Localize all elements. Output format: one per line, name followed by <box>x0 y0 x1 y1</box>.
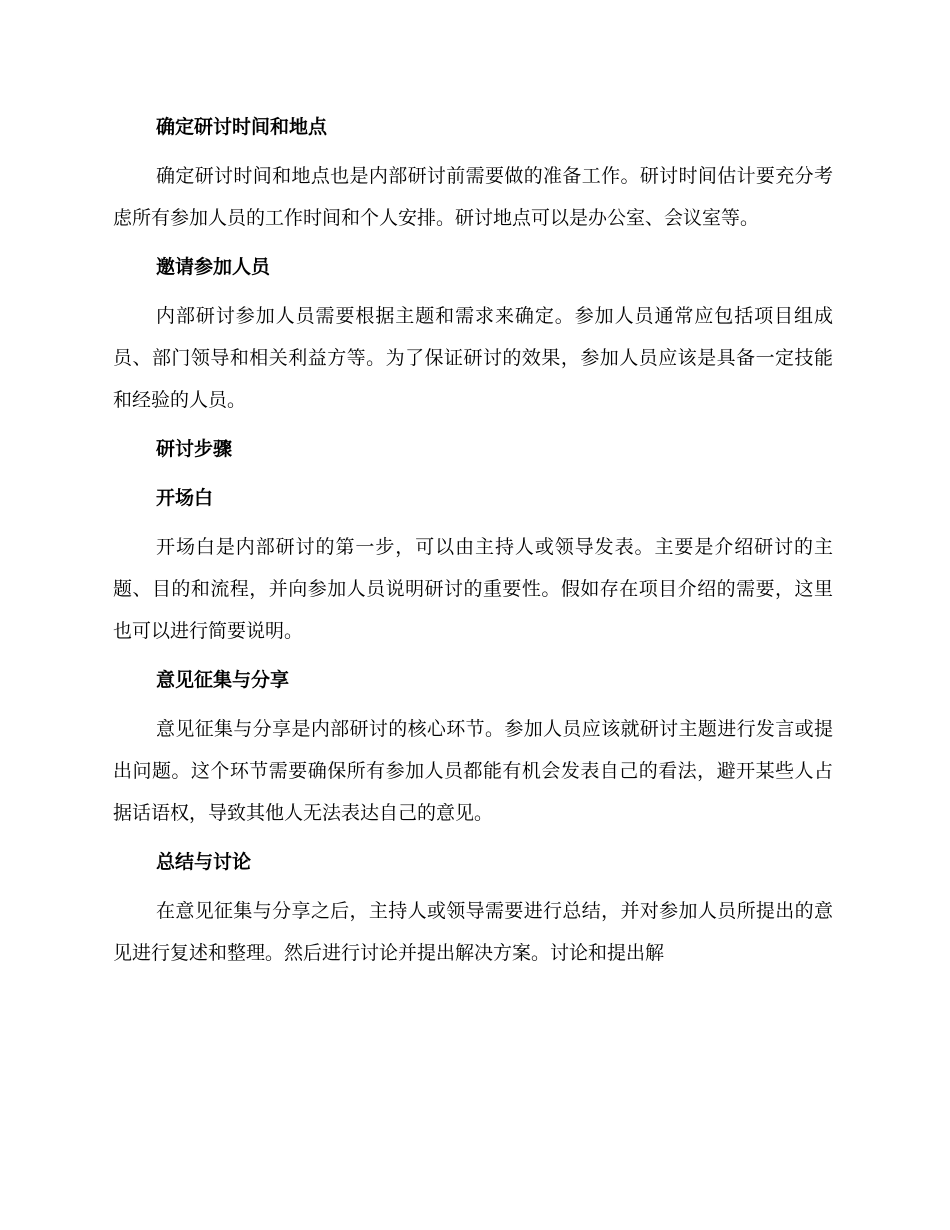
body-paragraph: 意见征集与分享是内部研讨的核心环节。参加人员应该就研讨主题进行发言或提出问题。这个环节需要确保所有参加人员都能有机会发表自己的看法，避开某些人占据话语权，导致其他人无法表达自己的意见。 <box>113 718 833 824</box>
body-paragraph: 在意见征集与分享之后，主持人或领导需要进行总结，并对参加人员所提出的意见进行复述和整理。然后进行讨论并提出解决方案。讨论和提出解 <box>113 900 833 964</box>
body-paragraph: 确定研讨时间和地点也是内部研讨前需要做的准备工作。研讨时间估计要充分考虑所有参加人员的工作时间和个人安排。研讨地点可以是办公室、会议室等。 <box>113 165 833 229</box>
body-paragraph: 开场白是内部研讨的第一步，可以由主持人或领导发表。主要是介绍研讨的主题、目的和流程，并向参加人员说明研讨的重要性。假如存在项目介绍的需要，这里也可以进行简要说明。 <box>113 536 833 642</box>
section-heading: 邀请参加人员 <box>156 256 271 278</box>
section-heading: 研讨步骤 <box>156 438 233 460</box>
document-body <box>113 106 833 981</box>
section-heading: 开场白 <box>156 487 214 509</box>
section-heading: 总结与讨论 <box>156 851 252 873</box>
body-paragraph: 内部研讨参加人员需要根据主题和需求来确定。参加人员通常应包括项目组成员、部门领导和相关利益方等。为了保证研讨的效果，参加人员应该是具备一定技能和经验的人员。 <box>113 305 833 411</box>
section-heading: 意见征集与分享 <box>156 669 290 691</box>
section-heading: 确定研讨时间和地点 <box>156 116 328 138</box>
